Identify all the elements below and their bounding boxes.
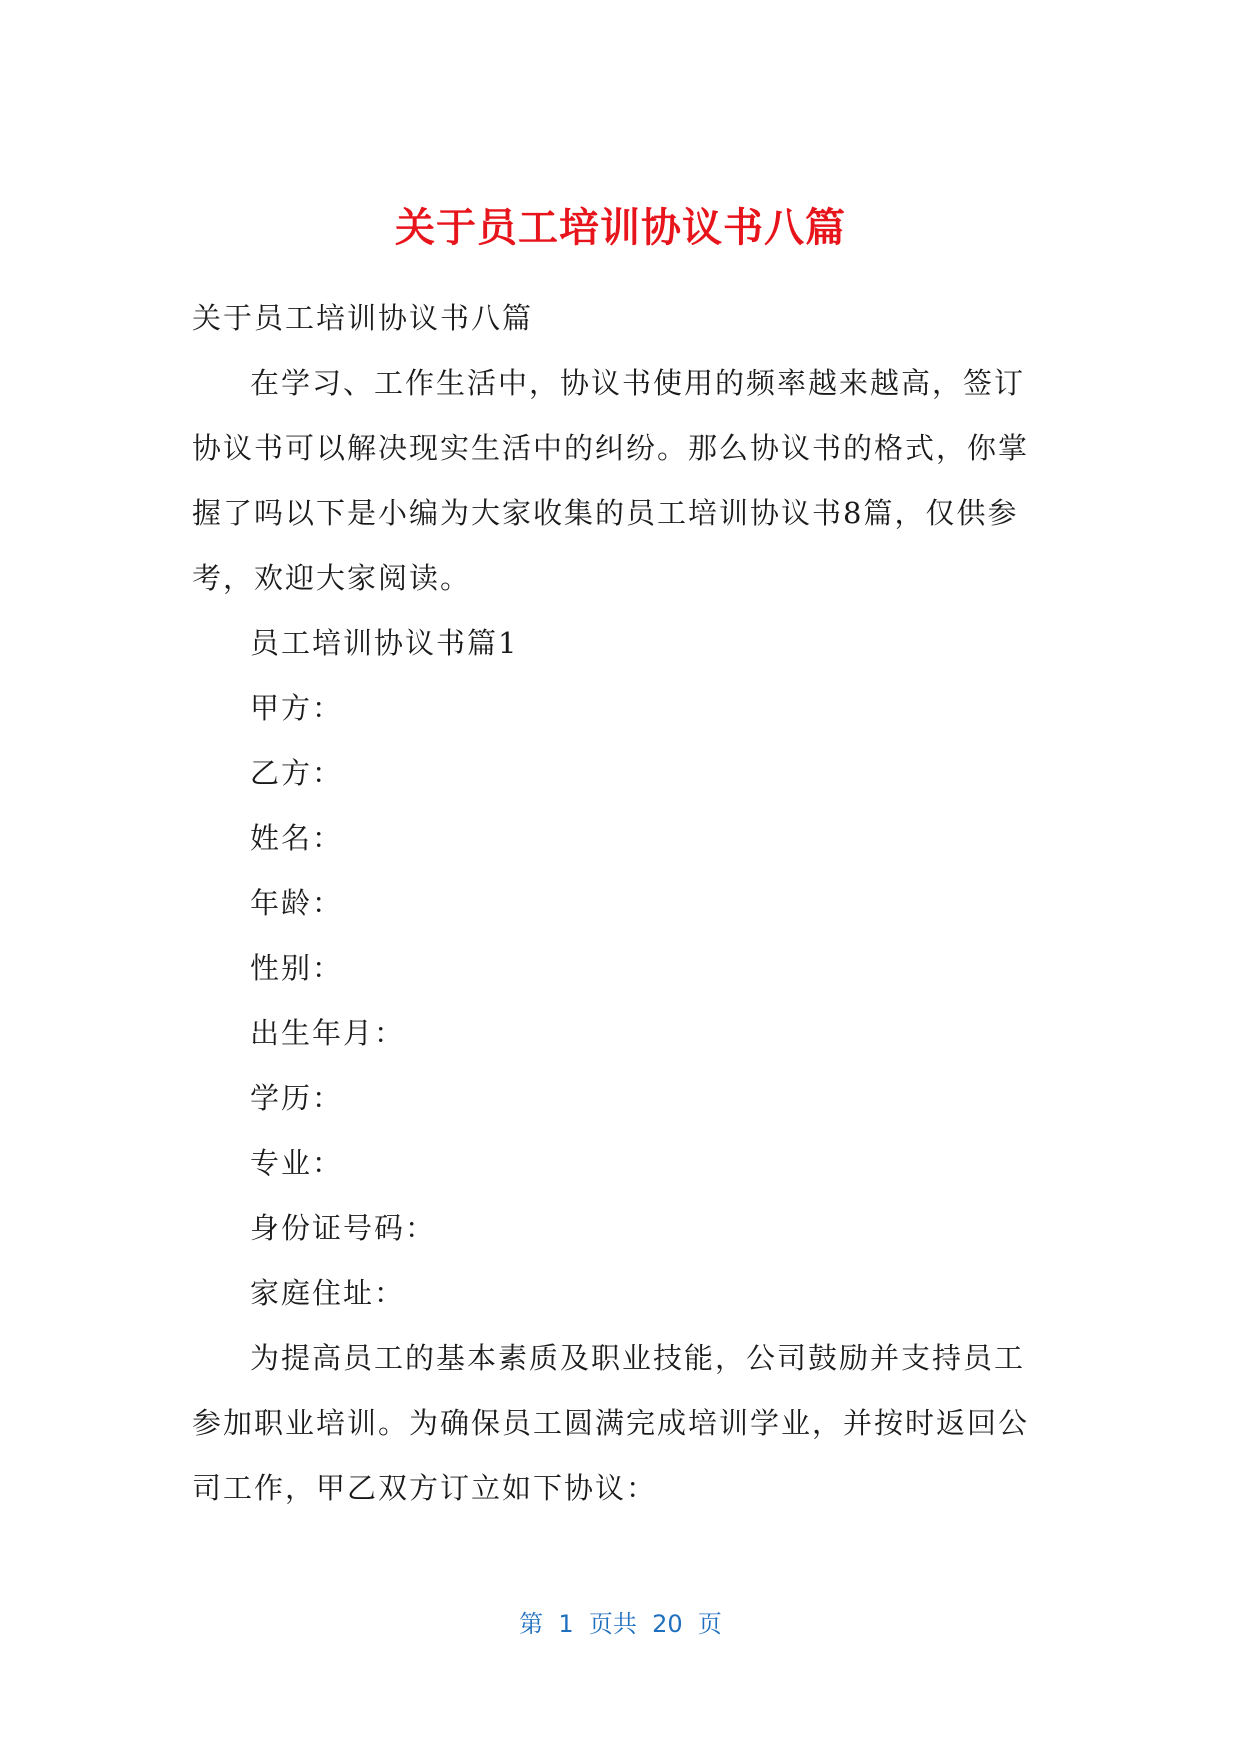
field-gender: 性别： [250,951,344,985]
field-education: 学历： [250,1081,344,1115]
field-age: 年龄： [250,886,344,920]
field-home-address: 家庭住址： [250,1276,406,1310]
document-title: 关于员工培训协议书八篇 [395,205,846,251]
page-number-footer: 第 1 页共 20 页 [519,1610,722,1638]
intro-paragraph: 在学习、工作生活中，协议书使用的频率越来越高，签订协议书可以解决现实生活中的纠纷。那么协议书的格式，你掌握了吗以下是小编为大家收集的员工培训协议书8篇，仅供参考，欢迎大家阅读。 [192,366,1030,595]
field-major: 专业： [250,1146,344,1180]
field-party-b: 乙方： [250,756,344,790]
subtitle-line: 关于员工培训协议书八篇 [192,301,534,335]
field-birth-date: 出生年月： [250,1016,406,1050]
agreement-paragraph: 为提高员工的基本素质及职业技能，公司鼓励并支持员工参加职业培训。为确保员工圆满完成培训学业，并按时返回公司工作，甲乙双方订立如下协议： [192,1341,1030,1505]
field-party-a: 甲方： [250,691,344,725]
field-name: 姓名： [250,821,344,855]
document-body [192,286,1044,1521]
field-id-number: 身份证号码： [250,1211,437,1245]
section-heading: 员工培训协议书篇1 [250,626,519,660]
